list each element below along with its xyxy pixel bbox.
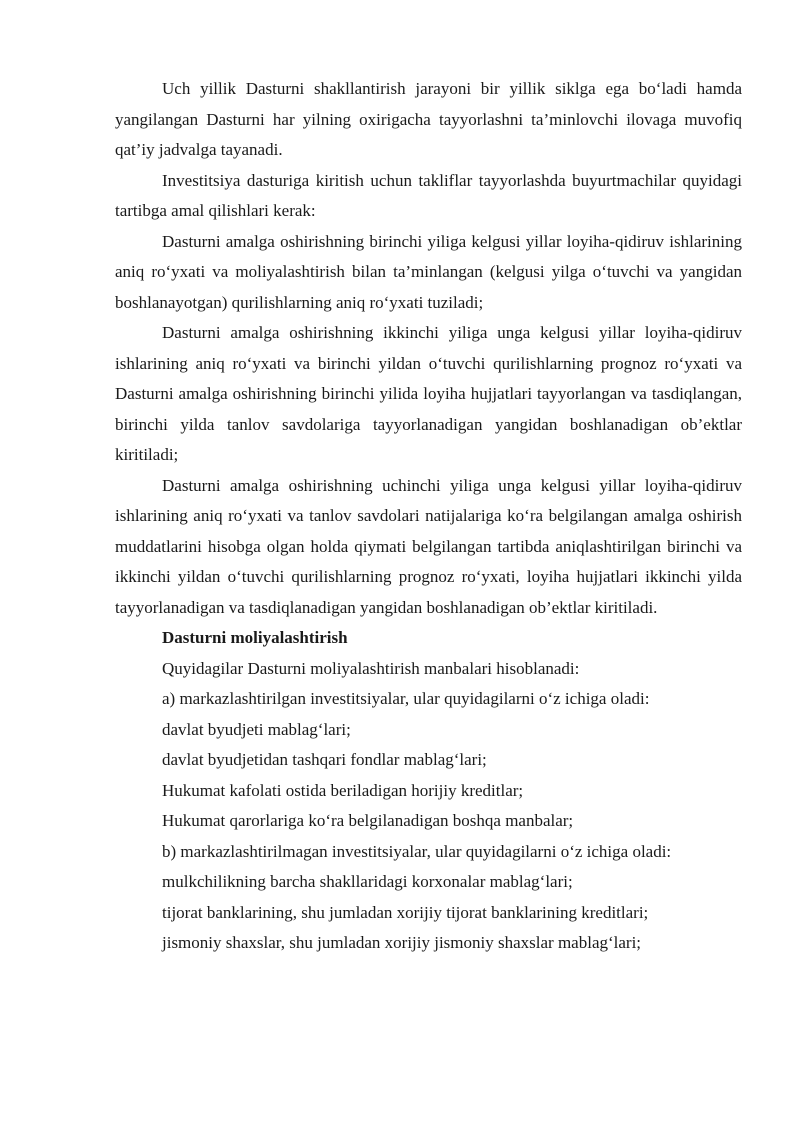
list-item: mulkchilikning barcha shakllaridagi korxonalar mablag‘lari;: [162, 872, 573, 891]
paragraph: Uch yillik Dasturni shakllantirish jarayoni bir yillik siklga ega bo‘ladi hamda yangilangan Dasturni har yilning oxirigacha tayyorlashni ta’minlovchi ilovaga muvofiq qat’iy jadvalga tayanadi.: [115, 79, 742, 159]
list-item: jismoniy shaxslar, shu jumladan xorijiy jismoniy shaxslar mablag‘lari;: [162, 933, 642, 952]
list-item: b) markazlashtirilmagan investitsiyalar, ular quyidagilarni o‘z ichiga oladi:: [162, 841, 672, 861]
paragraph: Investitsiya dasturiga kiritish uchun takliflar tayyorlashda buyurtmachilar quyidagi tartibga amal qilishlari kerak:: [115, 170, 742, 220]
section-heading: Dasturni moliyalashtirish: [162, 628, 348, 647]
paragraph: Dasturni amalga oshirishning birinchi yiliga kelgusi yillar loyiha-qidiruv ishlarining aniq ro‘yxati va moliyalashtirish bilan ta’minlangan (kelgusi yilga o‘tuvchi va yangidan boshlanayotgan) qurilishlarning aniq ro‘yxati tuziladi;: [115, 231, 742, 312]
list-item: tijorat banklarining, shu jumladan xorijiy tijorat banklarining kreditlari;: [162, 902, 649, 922]
list-item: davlat byudjetidan tashqari fondlar mablag‘lari;: [162, 750, 487, 769]
list-item: Quyidagilar Dasturni moliyalashtirish manbalari hisoblanadi:: [162, 658, 580, 678]
list-item: davlat byudjeti mablag‘lari;: [162, 719, 351, 739]
list-item: Hukumat kafolati ostida beriladigan horijiy kreditlar;: [162, 780, 524, 800]
paragraph: Dasturni amalga oshirishning uchinchi yiliga unga kelgusi yillar loyiha-qidiruv ishlarining aniq ro‘yxati va tanlov savdolari natijalariga ko‘ra belgilangan amalga oshirish muddatlarini hisobga olgan holda qiymati belgilangan tartibda aniqlashtirilgan birinchi va ikkinchi yildan o‘tuvchi qurilishlarning prognoz ro‘yxati, loyiha hujjatlari ikkinchi yilda tayyorlanadigan va tasdiqlanadigan yangidan boshlanadigan ob’ektlar kiritiladi.: [115, 475, 742, 617]
paragraph: Dasturni amalga oshirishning ikkinchi yiliga unga kelgusi yillar loyiha-qidiruv ishlarining aniq ro‘yxati va birinchi yildan o‘tuvchi qurilishlarning prognoz ro‘yxati va Dasturni amalga oshirishning birinchi yilida loyiha hujjatlari tayyorlangan va tasdiqlangan, birinchi yilda tanlov savdolariga tayyorlanadigan yangidan boshlanadigan ob’ektlar kiritiladi;: [115, 323, 742, 464]
list-item: Hukumat qarorlariga ko‘ra belgilanadigan boshqa manbalar;: [162, 811, 574, 830]
document-body: [115, 74, 742, 959]
list-item: a) markazlashtirilgan investitsiyalar, ular quyidagilarni o‘z ichiga oladi:: [162, 689, 650, 708]
